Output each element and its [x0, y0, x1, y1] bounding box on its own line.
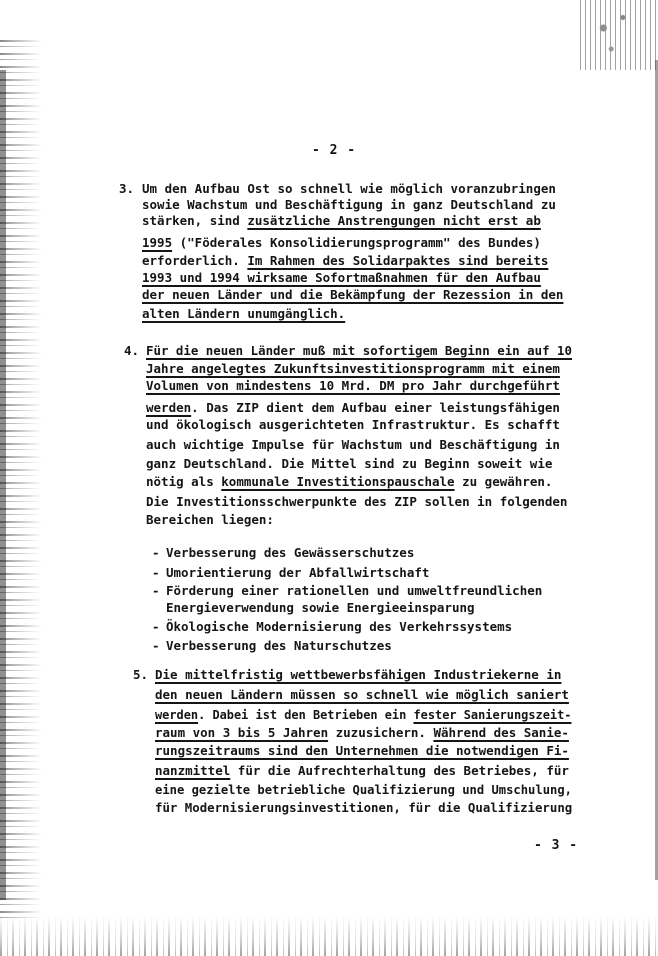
next-page-marker: - 3 - [534, 838, 579, 853]
text-line [155, 743, 569, 759]
underlined-text: Im Rahmen des Solidarpaktes sind bereits [247, 253, 549, 268]
text-line [142, 197, 556, 213]
item-number: 4. [124, 343, 140, 358]
text-line [155, 800, 572, 816]
underlined-text: rungszeitraums sind den Unternehmen die notwendigen Fi- [155, 743, 569, 758]
text-segment: Bereichen liegen: [146, 512, 274, 527]
page-number: - 2 - [312, 143, 357, 158]
underlined-text: den neuen Ländern müssen so schnell wie möglich saniert [155, 687, 569, 702]
bullet-item: Energieverwendung sowie Energieeinsparung [166, 600, 475, 615]
underlined-text: 1993 und 1994 wirksame Sofortmaßnahmen für den Aufbau [142, 270, 541, 285]
text-segment: Die Investitionsschwerpunkte des ZIP sollen in folgenden [146, 494, 568, 509]
text-segment: . Das ZIP dient dem Aufbau einer leistungsfähigen [191, 400, 560, 415]
text-line [142, 287, 563, 303]
bullet-dash: - [152, 565, 160, 580]
underlined-text: 1995 [142, 235, 173, 250]
text-segment: für Modernisierungsinvestitionen, für die Qualifizierung [155, 800, 573, 815]
text-segment: Um den Aufbau Ost so schnell wie möglich voranzubringen [142, 181, 556, 196]
item-number: 5. [133, 667, 149, 682]
text-segment: . Dabei ist den Betrieben ein [198, 707, 414, 722]
text-line [146, 417, 560, 433]
text-segment: zuzusichern. [328, 725, 434, 740]
underlined-text: raum von 3 bis 5 Jahren [155, 725, 329, 740]
underlined-text: Die mittelfristig wettbewerbsfähigen Industriekerne in [155, 667, 562, 682]
text-line [146, 437, 560, 453]
text-line [146, 361, 560, 377]
bullet-item: Umorientierung der Abfallwirtschaft [166, 565, 430, 580]
text-line [142, 253, 548, 269]
underlined-text: kommunale Investitionspauschale [221, 474, 455, 489]
bullet-dash: - [152, 545, 160, 560]
text-line [155, 667, 561, 683]
scan-edge-line [0, 70, 6, 900]
underlined-text: Jahre angelegtes Zukunftsinvestitionsprogramm mit einem [146, 361, 560, 376]
bullet-dash: - [152, 619, 160, 634]
text-line [155, 782, 572, 798]
text-segment: und ökologisch ausgerichteten Infrastruktur. Es schafft [146, 417, 560, 432]
text-line [146, 474, 552, 490]
text-line [142, 181, 556, 197]
text-segment: ganz Deutschland. Die Mittel sind zu Beginn soweit wie [146, 456, 553, 471]
bullet-item: Verbesserung des Gewässerschutzes [166, 545, 415, 560]
underlined-text: Volumen von mindestens 10 Mrd. DM pro Jahr durchgeführt [146, 378, 560, 393]
text-line [146, 512, 274, 528]
text-line [155, 763, 569, 779]
text-line [142, 213, 541, 229]
underlined-text: fester Sanierungszeit- [413, 707, 572, 722]
bullet-item: Ökologische Modernisierung des Verkehrssystems [166, 619, 513, 634]
text-line [146, 494, 567, 510]
text-line [142, 270, 541, 286]
underlined-text: alten Ländern unumgänglich. [142, 306, 346, 321]
text-segment: erforderlich. [142, 253, 248, 268]
text-line [146, 456, 552, 472]
item-number: 3. [119, 181, 135, 196]
text-segment: zu gewähren. [454, 474, 553, 489]
underlined-text: Während des Sanie- [433, 725, 569, 740]
text-line [146, 343, 572, 359]
bullet-item: Förderung einer rationellen und umweltfreundlichen [166, 583, 543, 598]
text-segment: sowie Wachstum und Beschäftigung in ganz Deutschland zu [142, 197, 556, 212]
scan-bottom-artifact [0, 916, 658, 956]
text-line [155, 687, 569, 703]
text-segment: ("Föderales Konsolidierungsprogramm" des Bundes) [172, 235, 541, 250]
underlined-text: zusätzliche Anstrengungen nicht erst ab [247, 213, 541, 228]
text-segment: auch wichtige Impulse für Wachstum und Beschäftigung in [146, 437, 560, 452]
text-line [146, 378, 560, 394]
underlined-text: nanzmittel [155, 763, 231, 778]
text-segment: nötig als [146, 474, 222, 489]
underlined-text: werden [146, 400, 192, 415]
underlined-text: Für die neuen Länder muß mit sofortigem Beginn ein auf 10 [146, 343, 572, 358]
text-segment: für die Aufrechterhaltung des Betriebes, für [230, 763, 569, 778]
text-line [142, 235, 541, 251]
text-line [155, 725, 569, 741]
underlined-text: werden [155, 707, 199, 722]
bullet-dash: - [152, 583, 160, 598]
text-line [155, 707, 571, 723]
text-segment: stärken, sind [142, 213, 248, 228]
scan-edge-artifact [0, 40, 42, 920]
text-line [146, 400, 560, 416]
text-line [142, 306, 345, 322]
bullet-item: Verbesserung des Naturschutzes [166, 638, 392, 653]
underlined-text: der neuen Länder und die Bekämpfung der Rezession in den [142, 287, 564, 302]
text-segment: eine gezielte betriebliche Qualifizierung und Umschulung, [155, 782, 572, 797]
scan-corner-artifact [580, 0, 658, 70]
bullet-dash: - [152, 638, 160, 653]
